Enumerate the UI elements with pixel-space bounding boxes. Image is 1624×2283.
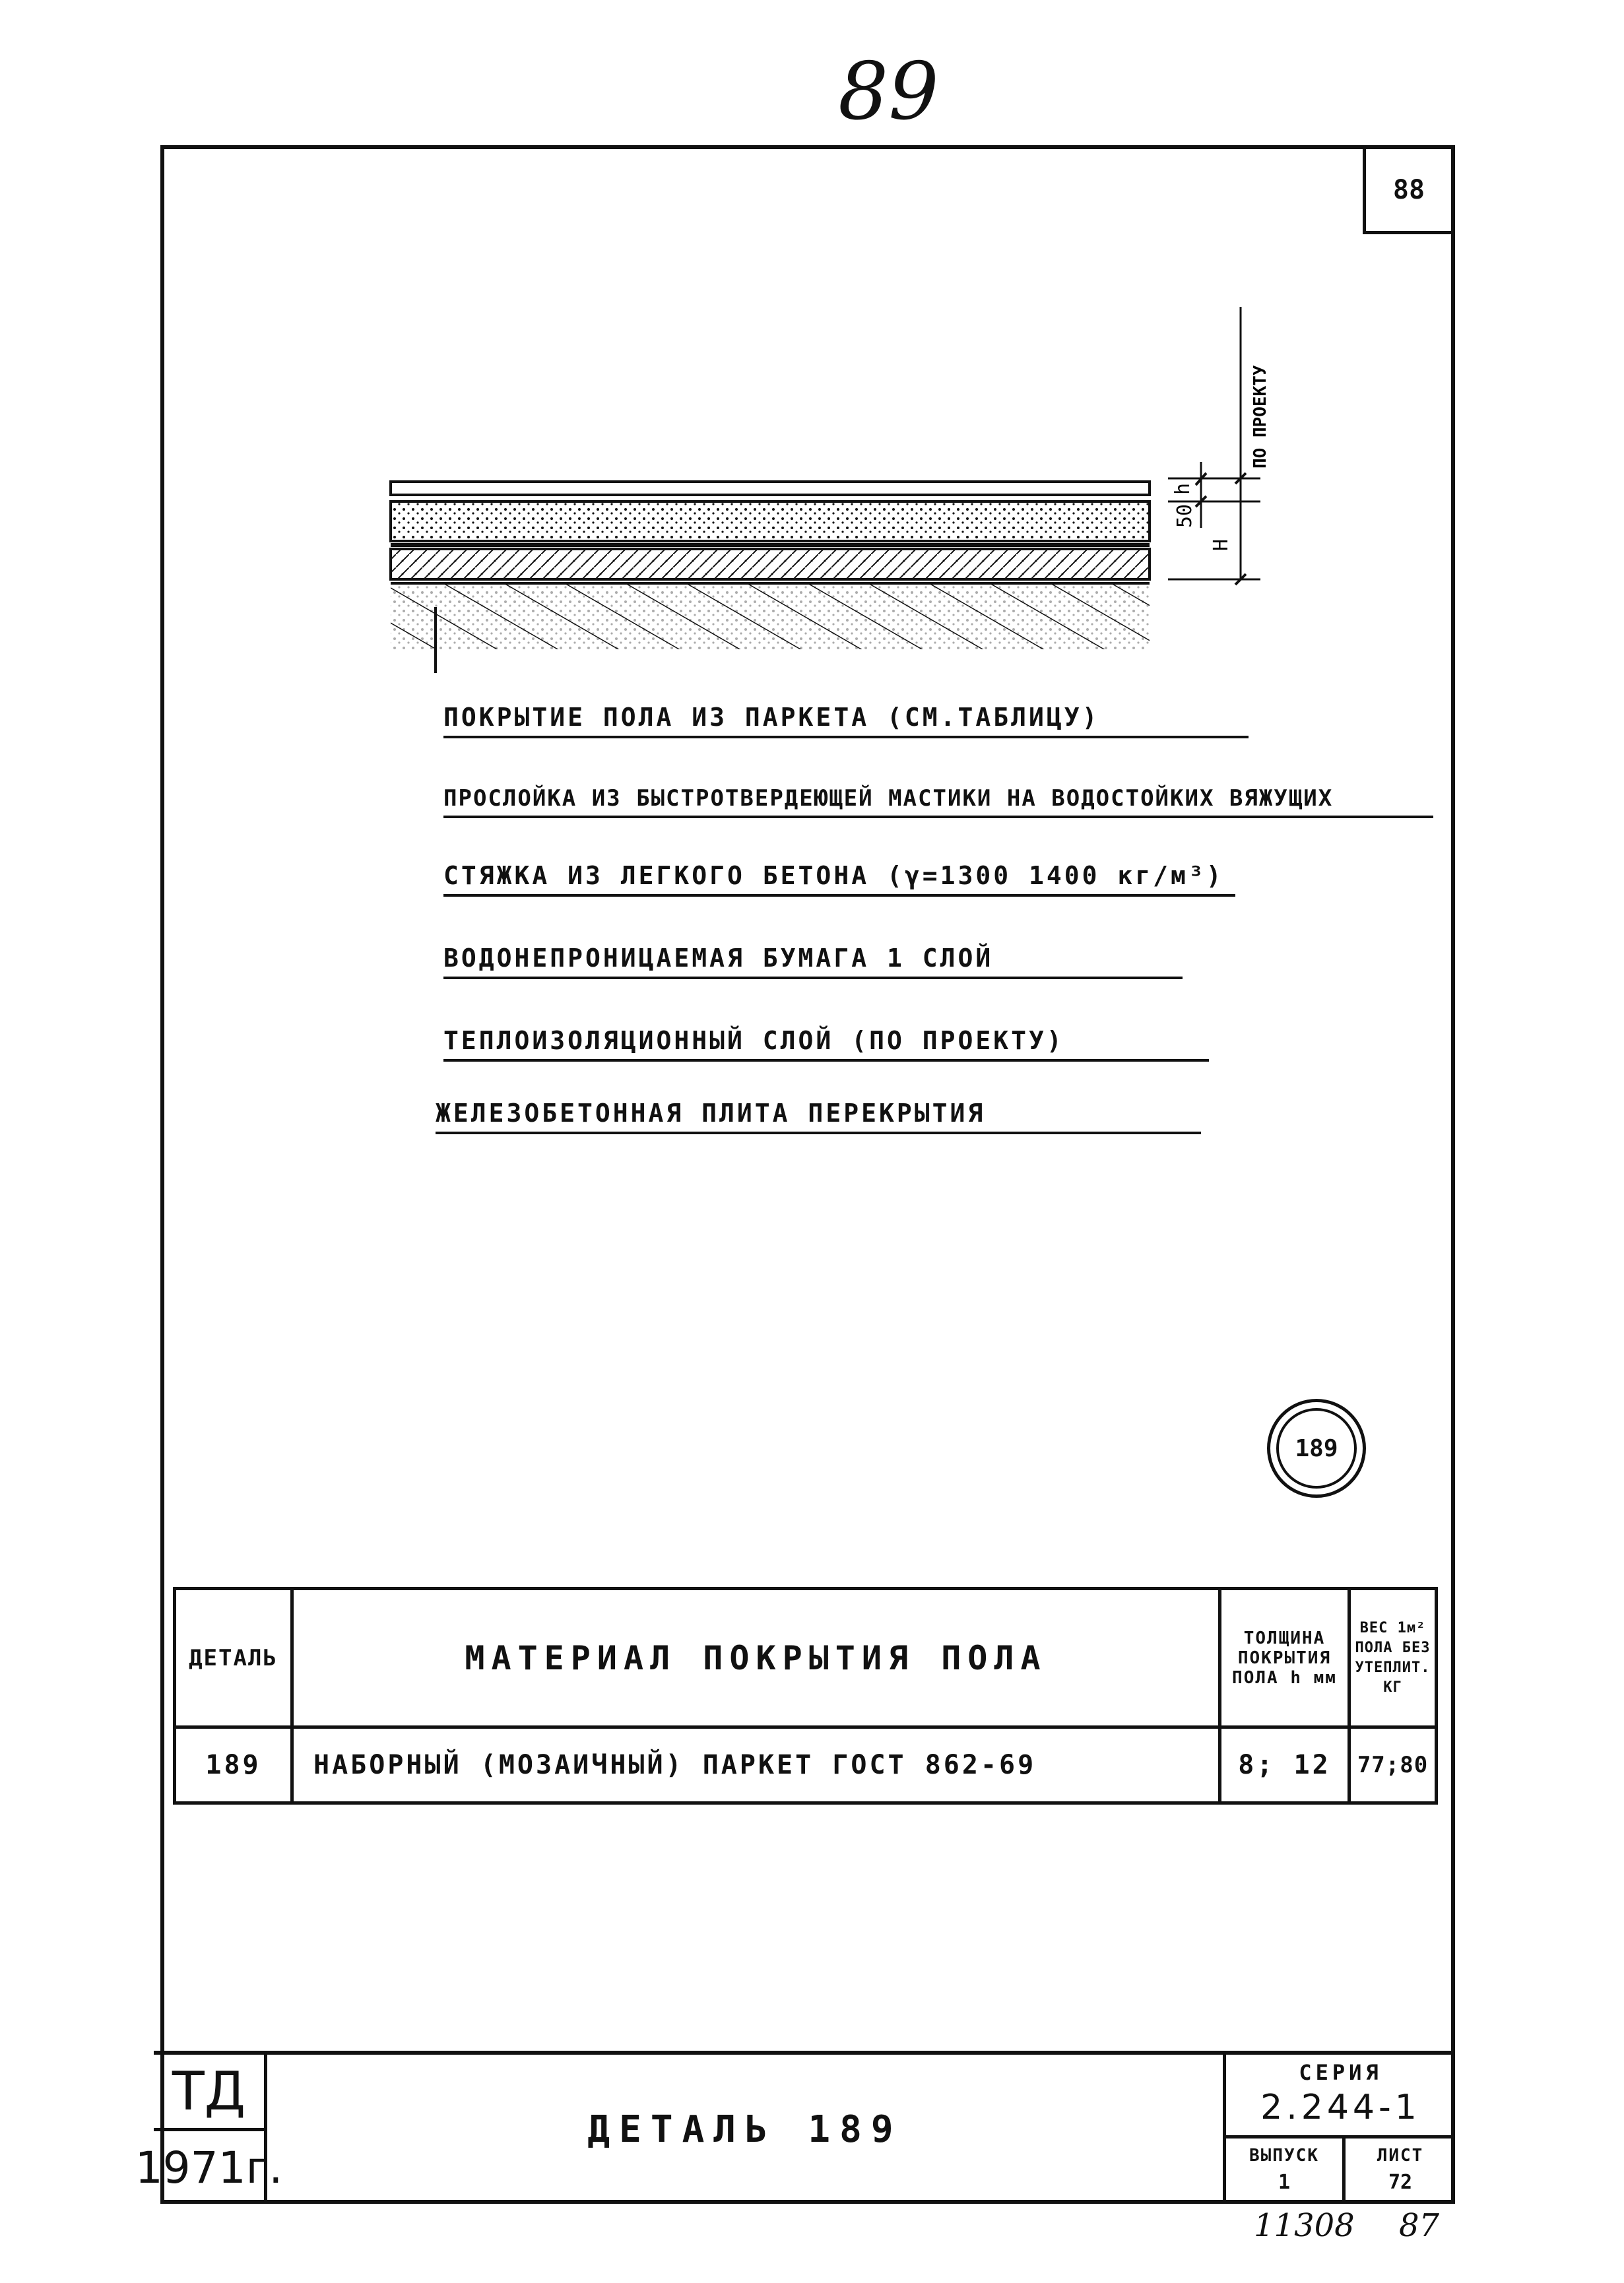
dimension-h: h xyxy=(1171,482,1194,495)
row-thickness: 8; 12 xyxy=(1220,1727,1349,1803)
table-header-row xyxy=(175,1589,1437,1727)
issue-value: 1 xyxy=(1278,2171,1291,2194)
screed-layer xyxy=(391,501,1150,541)
detail-marker xyxy=(1267,1399,1366,1498)
dimension-H: Н xyxy=(1210,538,1233,551)
header-weight: ВЕС 1м² ПОЛА БЕЗ УТЕПЛИТ. КГ xyxy=(1349,1589,1437,1727)
dimension-50: 50 xyxy=(1173,503,1196,528)
floor-section-diagram xyxy=(383,304,1280,673)
sheet-number: 88 xyxy=(1392,174,1425,205)
layer-label-6: ЖЕЛЕЗОБЕТОННАЯ ПЛИТА ПЕРЕКРЫТИЯ xyxy=(436,1099,1201,1134)
parquet-layer xyxy=(391,482,1150,495)
handwritten-page-number: 89 xyxy=(838,46,939,138)
layer-label-4: ВОДОНЕПРОНИЦАЕМАЯ БУМАГА 1 СЛОЙ xyxy=(443,944,1183,979)
series-block xyxy=(1223,2055,1455,2204)
row-weight: 77;80 xyxy=(1349,1727,1437,1803)
layer-label-3: СТЯЖКА ИЗ ЛЕГКОГО БЕТОНА (γ=1300 1400 кг/м³) xyxy=(443,861,1235,897)
detail-marker-number: 189 xyxy=(1276,1408,1357,1489)
layer-label-2: ПРОСЛОЙКА ИЗ БЫСТРОТВЕРДЕЮЩЕЙ МАСТИКИ НА ВОДОСТОЙКИХ ВЯЖУЩИХ xyxy=(443,785,1433,818)
row-material: НАБОРНЫЙ (МОЗАИЧНЫЙ) ПАРКЕТ ГОСТ 862-69 xyxy=(292,1727,1220,1803)
sheet-number-box xyxy=(1363,145,1455,234)
row-detail: 189 xyxy=(175,1727,292,1803)
layer-label-5: ТЕПЛОИЗОЛЯЦИОННЫЙ СЛОЙ (ПО ПРОЕКТУ) xyxy=(443,1026,1209,1062)
archive-number: 11308 xyxy=(1254,2207,1355,2244)
sheet-label: ЛИСТ xyxy=(1377,2146,1424,2166)
drawing-title: ДЕТАЛЬ 189 xyxy=(587,2107,903,2151)
note-po-proektu: ПО ПРОЕКТУ xyxy=(1250,365,1270,468)
insulation-layer xyxy=(391,549,1150,579)
sheet-value: 72 xyxy=(1388,2171,1413,2194)
series-label: СЕРИЯ xyxy=(1299,2060,1382,2085)
header-material: МАТЕРИАЛ ПОКРЫТИЯ ПОЛА xyxy=(292,1589,1220,1727)
materials-table xyxy=(173,1587,1438,1805)
org-code: ТД xyxy=(154,2055,267,2131)
header-thickness: ТОЛЩИНА ПОКРЫТИЯ ПОЛА h мм xyxy=(1220,1589,1349,1727)
title-block xyxy=(135,2051,1455,2204)
header-detail: ДЕТАЛЬ xyxy=(175,1589,292,1727)
layer-label-1: ПОКРЫТИЕ ПОЛА ИЗ ПАРКЕТА (СМ.ТАБЛИЦУ) xyxy=(443,703,1249,738)
issue-label: ВЫПУСК xyxy=(1249,2146,1319,2166)
footer-sheet-extra: 87 xyxy=(1399,2207,1440,2244)
table-row xyxy=(175,1727,1437,1803)
series-value: 2.244-1 xyxy=(1260,2088,1421,2127)
year: 1971г. xyxy=(154,2131,267,2204)
